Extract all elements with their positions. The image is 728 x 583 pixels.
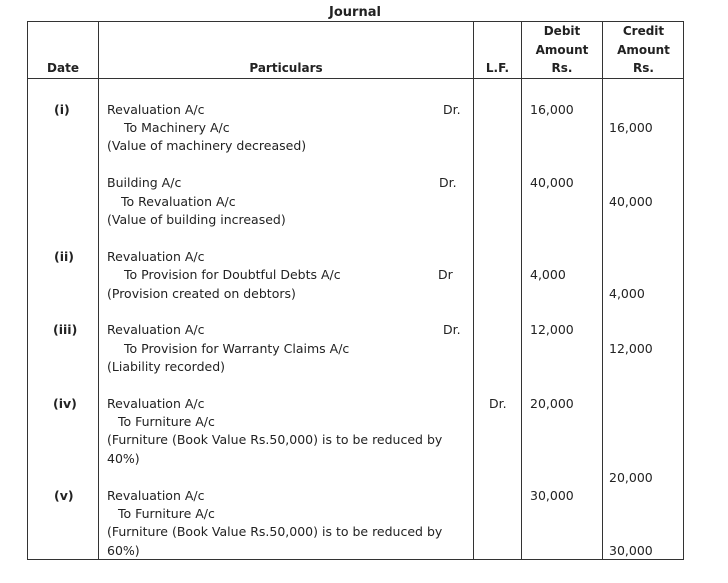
debit-account: Building A/c xyxy=(107,175,182,190)
debit-account: Revaluation A/c xyxy=(107,322,205,337)
entry-date: (ii) xyxy=(54,249,74,264)
debit-account: Revaluation A/c xyxy=(107,396,205,411)
debit-account: Revaluation A/c xyxy=(107,102,205,117)
credit-amount: 12,000 xyxy=(609,341,653,356)
credit-account: To Furniture A/c xyxy=(118,506,215,521)
column-divider-lf xyxy=(521,21,522,560)
narration: (Value of building increased) xyxy=(107,212,286,227)
dr-label: Dr. xyxy=(489,396,507,411)
debit-account: Revaluation A/c xyxy=(107,249,205,264)
narration: (Provision created on debtors) xyxy=(107,286,296,301)
column-divider-debit xyxy=(602,21,603,560)
debit-amount: 30,000 xyxy=(530,488,574,503)
header-divider xyxy=(27,78,684,79)
credit-account: To Machinery A/c xyxy=(124,120,230,135)
column-divider-particulars xyxy=(473,21,474,560)
dr-label: Dr. xyxy=(439,175,457,190)
credit-account: To Provision for Doubtful Debts A/c xyxy=(124,267,341,282)
credit-amount: 4,000 xyxy=(609,286,645,301)
entry-date: (i) xyxy=(54,102,70,117)
credit-amount: 16,000 xyxy=(609,120,653,135)
credit-account: To Provision for Warranty Claims A/c xyxy=(124,341,350,356)
debit-account: Revaluation A/c xyxy=(107,488,205,503)
header-debit-amount: Debit Amount Rs. xyxy=(535,24,589,75)
credit-amount: 40,000 xyxy=(609,194,653,209)
header-credit-amount: Credit Amount Rs. xyxy=(617,24,670,75)
dr-label: Dr. xyxy=(443,322,461,337)
debit-amount: 40,000 xyxy=(530,175,574,190)
credit-amount: 30,000 xyxy=(609,543,653,558)
dr-label: Dr xyxy=(438,267,453,282)
narration: (Value of machinery decreased) xyxy=(107,138,307,153)
debit-amount: 20,000 xyxy=(530,396,574,411)
entry-date: (iv) xyxy=(53,396,77,411)
debit-amount: 16,000 xyxy=(530,102,574,117)
narration: (Liability recorded) xyxy=(107,359,226,374)
entry-date: (v) xyxy=(54,488,74,503)
header-particulars: Particulars xyxy=(249,61,323,75)
entry-date: (iii) xyxy=(53,322,78,337)
header-date: Date xyxy=(47,61,79,75)
credit-account: To Revaluation A/c xyxy=(121,194,236,209)
narration: (Furniture (Book Value Rs.50,000) is to be reduced by 60%) xyxy=(107,524,443,558)
credit-amount: 20,000 xyxy=(609,470,653,485)
column-divider-date xyxy=(98,21,99,560)
journal-title: Journal xyxy=(329,5,381,20)
debit-amount: 4,000 xyxy=(530,267,566,282)
debit-amount: 12,000 xyxy=(530,322,574,337)
narration: (Furniture (Book Value Rs.50,000) is to be reduced by 40%) xyxy=(107,432,443,466)
header-lf: L.F. xyxy=(485,61,510,75)
dr-label: Dr. xyxy=(443,102,461,117)
credit-account: To Furniture A/c xyxy=(118,414,215,429)
